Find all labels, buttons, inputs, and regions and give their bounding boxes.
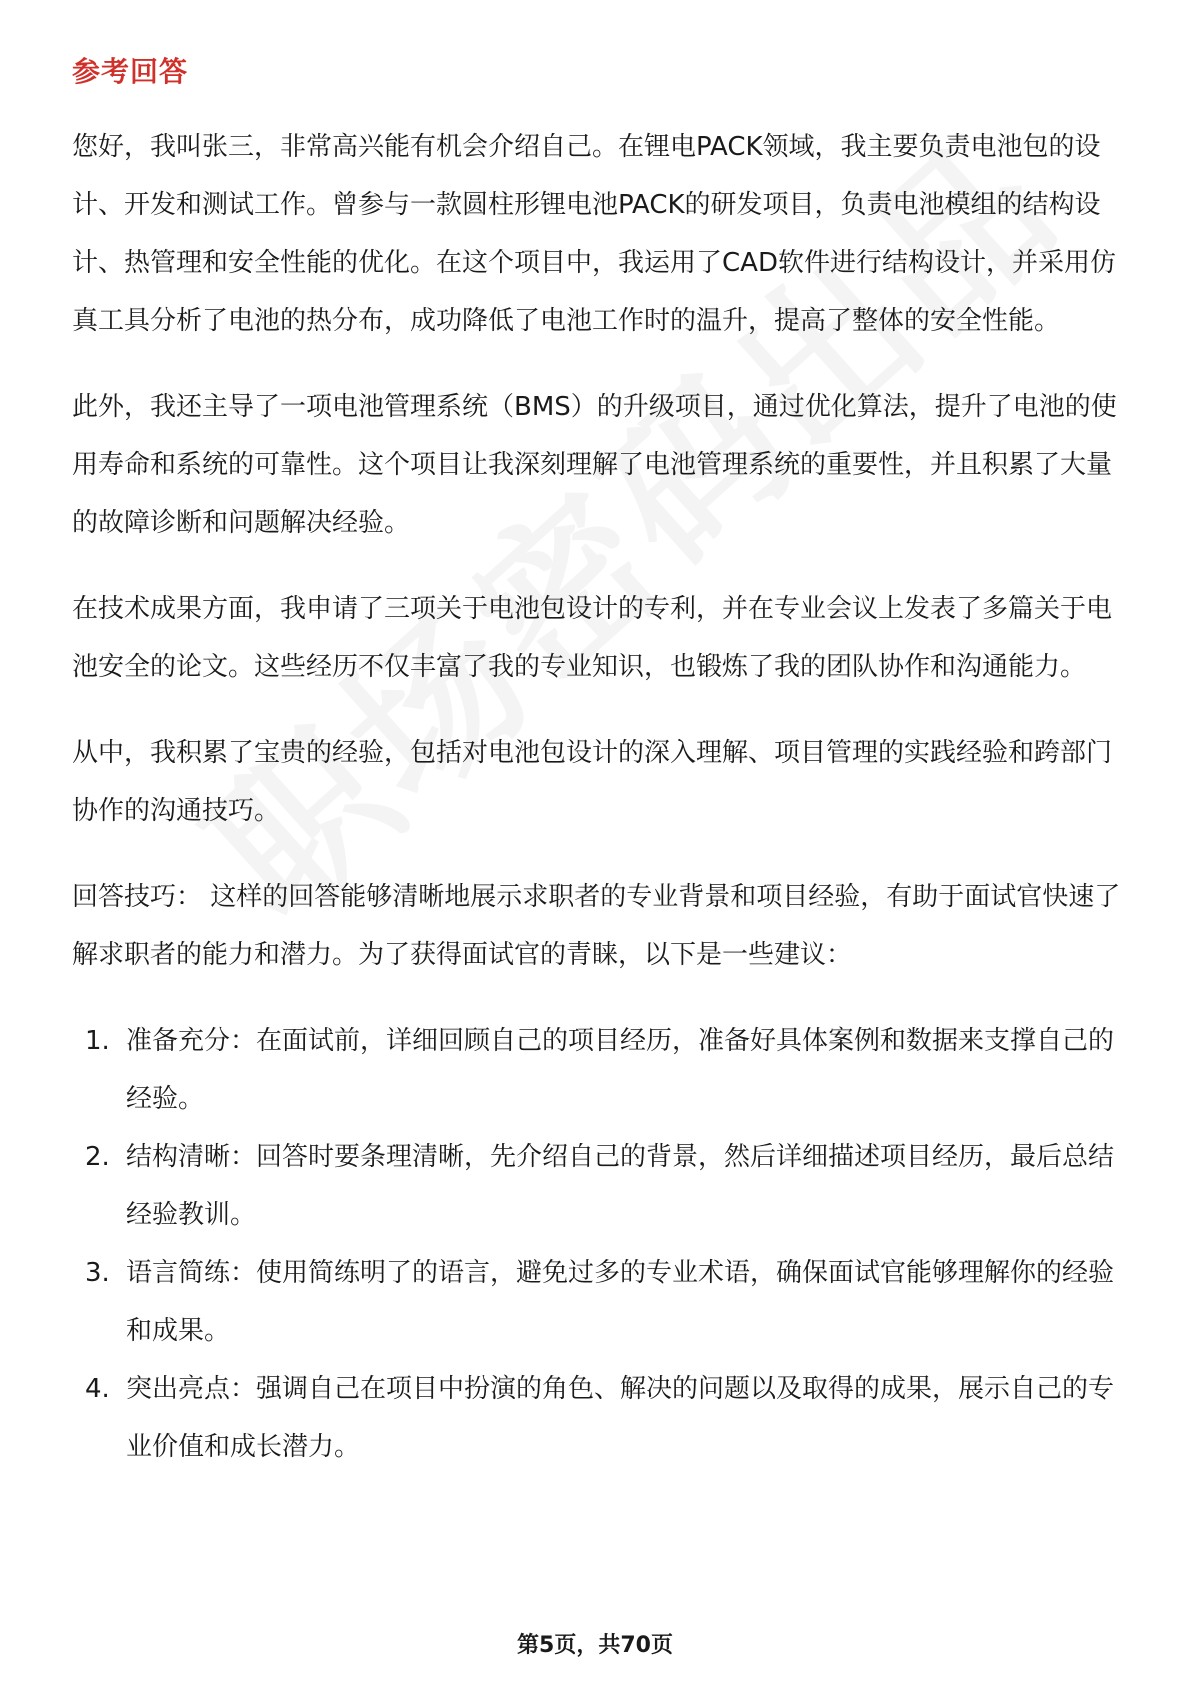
paragraph-tips-intro: 回答技巧： 这样的回答能够清晰地展示求职者的专业背景和项目经验，有助于面试官快速了解求职者的能力和潜力。为了获得面试官的青睐，以下是一些建议： xyxy=(72,882,1121,970)
list-item-text: 突出亮点：强调自己在项目中扮演的角色、解决的问题以及取得的成果，展示自己的专业价值和成长潜力。 xyxy=(126,1374,1115,1462)
list-item-text: 结构清晰：回答时要条理清晰，先介绍自己的背景，然后详细描述项目经历，最后总结经验教训。 xyxy=(126,1142,1115,1230)
list-item xyxy=(72,1360,1130,1476)
list-item xyxy=(72,1128,1130,1244)
list-number: 1. xyxy=(85,1026,110,1056)
list-number: 4. xyxy=(85,1374,110,1404)
paragraph-achievements: 在技术成果方面，我申请了三项关于电池包设计的专利，并在专业会议上发表了多篇关于电池安全的论文。这些经历不仅丰富了我的专业知识，也锻炼了我的团队协作和沟通能力。 xyxy=(72,594,1113,682)
list-item xyxy=(72,1012,1130,1128)
list-item-text: 准备充分：在面试前，详细回顾自己的项目经历，准备好具体案例和数据来支撑自己的经验。 xyxy=(126,1026,1115,1114)
tips-list xyxy=(72,1012,1130,1476)
list-number: 3. xyxy=(85,1258,110,1288)
section-heading: 参考回答 xyxy=(72,55,189,88)
page-number: 第5页，共70页 xyxy=(517,1633,673,1658)
paragraph-bms: 此外，我还主导了一项电池管理系统（BMS）的升级项目，通过优化算法，提升了电池的使用寿命和系统的可靠性。这个项目让我深刻理解了电池管理系统的重要性，并且积累了大量的故障诊断和问题解决经验。 xyxy=(72,392,1117,538)
list-item xyxy=(72,1244,1130,1360)
list-number: 2. xyxy=(85,1142,110,1172)
answer-content xyxy=(72,118,1130,1476)
paragraph-intro: 您好，我叫张三，非常高兴能有机会介绍自己。在锂电PACK领域，我主要负责电池包的设计、开发和测试工作。曾参与一款圆柱形锂电池PACK的研发项目，负责电池模组的结构设计、热管理和安全性能的优化。在这个项目中，我运用了CAD软件进行结构设计，并采用仿真工具分析了电池的热分布，成功降低了电池工作时的温升，提高了整体的安全性能。 xyxy=(72,132,1116,336)
list-item-text: 语言简练：使用简练明了的语言，避免过多的专业术语，确保面试官能够理解你的经验和成果。 xyxy=(126,1258,1115,1346)
paragraph-experience: 从中，我积累了宝贵的经验，包括对电池包设计的深入理解、项目管理的实践经验和跨部门协作的沟通技巧。 xyxy=(72,738,1113,826)
